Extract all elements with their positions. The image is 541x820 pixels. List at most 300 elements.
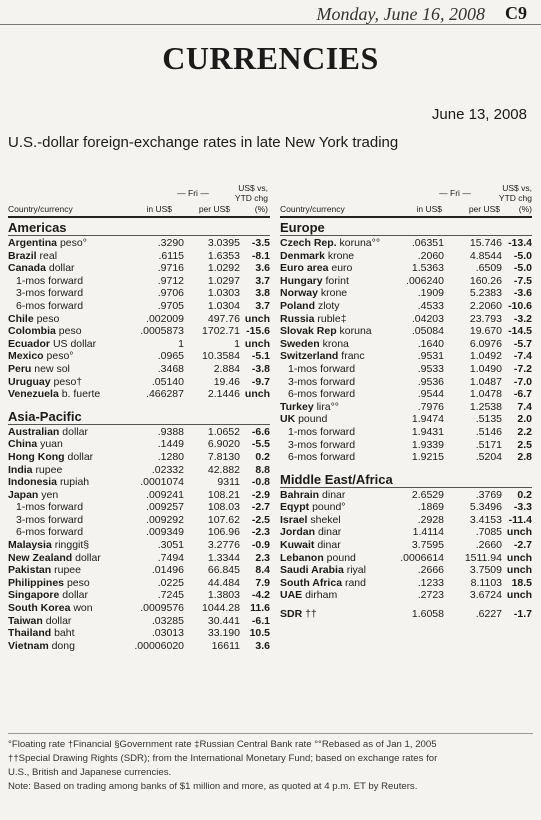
row-name bbox=[8, 552, 126, 565]
footnotes bbox=[8, 733, 533, 794]
rate-in-usd: .1909 bbox=[417, 287, 444, 300]
rate-per-usd: .5171 bbox=[475, 438, 502, 451]
ytd-change: 2.0 bbox=[517, 413, 532, 426]
ytd-change: 2.3 bbox=[255, 551, 270, 564]
currency-name: dinar bbox=[317, 539, 341, 552]
row-name bbox=[280, 439, 392, 452]
row-name bbox=[8, 275, 126, 288]
rate-per-usd: 1.0478 bbox=[469, 388, 502, 401]
rate-in-usd: .1280 bbox=[157, 450, 184, 463]
rate-in-usd: .9716 bbox=[157, 262, 184, 275]
table-row bbox=[280, 501, 532, 514]
right-column bbox=[280, 166, 532, 621]
table-row bbox=[280, 608, 532, 621]
rate-per-usd: 3.7509 bbox=[469, 564, 502, 577]
ytd-change: 0.2 bbox=[517, 488, 532, 501]
masthead-date: Monday, June 16, 2008 bbox=[316, 4, 485, 24]
currency-name: pound° bbox=[312, 501, 346, 514]
row-name bbox=[8, 615, 126, 628]
rate-in-usd: .1869 bbox=[417, 501, 444, 514]
currency-name: 6-mos forward bbox=[16, 526, 84, 539]
country-name: China bbox=[8, 438, 38, 451]
table-row bbox=[8, 552, 270, 565]
currency-name: peso° bbox=[59, 237, 87, 249]
rate-in-usd: 1.9215 bbox=[411, 451, 444, 464]
currency-name: rupee bbox=[54, 564, 81, 577]
section-spacer bbox=[8, 401, 270, 407]
ytd-change: -0.8 bbox=[251, 476, 270, 489]
currency-name: †† bbox=[305, 608, 317, 621]
rate-in-usd: .0005873 bbox=[140, 325, 184, 338]
table-row bbox=[8, 564, 270, 577]
row-name bbox=[8, 501, 126, 514]
rate-in-usd: 1.4114 bbox=[412, 526, 444, 539]
row-name bbox=[280, 376, 392, 389]
rate-in-usd: .466287 bbox=[146, 388, 184, 401]
currency-name: peso bbox=[58, 325, 82, 338]
table-row bbox=[8, 250, 270, 263]
row-name bbox=[8, 313, 126, 326]
ytd-change: -4.2 bbox=[251, 589, 270, 602]
ytd-change: 8.4 bbox=[255, 564, 270, 577]
rate-per-usd: 42.882 bbox=[207, 463, 240, 476]
currency-name: yen bbox=[41, 488, 59, 501]
rate-in-usd: .1640 bbox=[417, 337, 444, 350]
country-name: Chile bbox=[8, 312, 34, 325]
table-row bbox=[8, 338, 270, 351]
currency-name: ruble‡ bbox=[317, 312, 347, 325]
ytd-change: -2.3 bbox=[251, 526, 270, 539]
header-pct: (%) bbox=[518, 204, 532, 214]
country-name: Sweden bbox=[280, 337, 320, 350]
ytd-change: 0.2 bbox=[255, 450, 270, 463]
row-name bbox=[8, 577, 126, 590]
rate-per-usd: 6.0976 bbox=[469, 337, 502, 350]
rate-per-usd: 7.8130 bbox=[207, 450, 240, 463]
country-name: Singapore bbox=[8, 589, 60, 602]
rate-per-usd: 6.9020 bbox=[207, 438, 240, 451]
rate-per-usd: 2.884 bbox=[213, 362, 240, 375]
country-name: Australian bbox=[8, 425, 60, 438]
row-name bbox=[280, 250, 392, 263]
ytd-change: -9.7 bbox=[251, 375, 270, 388]
table-row bbox=[280, 489, 532, 502]
currency-name: lira°° bbox=[316, 400, 339, 413]
row-name bbox=[280, 489, 392, 502]
rate-in-usd: .0009576 bbox=[140, 602, 184, 615]
table-row bbox=[8, 602, 270, 615]
rate-per-usd: 160.26 bbox=[469, 274, 502, 287]
rate-in-usd: .7494 bbox=[157, 551, 184, 564]
table-row bbox=[280, 262, 532, 275]
ytd-change: -2.7 bbox=[251, 501, 270, 514]
currency-name: dinar bbox=[322, 488, 346, 501]
table-row bbox=[8, 350, 270, 363]
currency-name: shekel bbox=[310, 513, 341, 526]
currency-name: 6-mos forward bbox=[16, 299, 84, 312]
rate-in-usd: 1.9431 bbox=[411, 425, 444, 438]
currency-name: rupee bbox=[35, 463, 63, 476]
rate-per-usd: 2.1446 bbox=[207, 388, 240, 401]
ytd-change: -7.5 bbox=[513, 274, 532, 287]
row-name bbox=[280, 325, 392, 338]
table-row bbox=[280, 237, 532, 250]
country-name: Malaysia bbox=[8, 539, 52, 552]
country-name: Taiwan bbox=[8, 614, 43, 627]
rate-per-usd: .7085 bbox=[475, 526, 502, 539]
row-name bbox=[280, 526, 392, 539]
rate-per-usd: .6227 bbox=[475, 608, 502, 621]
currency-name: 6-mos forward bbox=[288, 451, 356, 464]
table-row bbox=[280, 350, 532, 363]
rate-per-usd: 1.0304 bbox=[207, 299, 240, 312]
rate-per-usd: .6509 bbox=[475, 262, 502, 275]
country-name: SDR bbox=[280, 608, 303, 621]
ytd-change: -2.9 bbox=[251, 488, 270, 501]
header-in-us: in US$ bbox=[416, 204, 442, 214]
row-name bbox=[8, 602, 126, 615]
ytd-change: 3.7 bbox=[255, 274, 270, 287]
row-name bbox=[280, 262, 392, 275]
as-of-date: June 13, 2008 bbox=[431, 106, 527, 123]
row-name bbox=[8, 564, 126, 577]
ytd-change: 7.4 bbox=[517, 400, 532, 413]
currency-name: dollar bbox=[45, 614, 72, 627]
left-table-body bbox=[8, 221, 270, 652]
table-row bbox=[280, 313, 532, 326]
ytd-change: -5.7 bbox=[513, 337, 532, 350]
ytd-change: -11.4 bbox=[508, 513, 532, 526]
row-name bbox=[280, 539, 392, 552]
currency-name: zloty bbox=[317, 299, 340, 312]
ytd-change: 3.8 bbox=[255, 287, 270, 300]
rate-in-usd: .05140 bbox=[151, 375, 184, 388]
rate-in-usd: .009257 bbox=[146, 501, 184, 514]
table-row bbox=[280, 514, 532, 527]
currency-name: dollar bbox=[62, 425, 88, 438]
table-row bbox=[280, 325, 532, 338]
currency-name: dong bbox=[51, 639, 75, 652]
section-heading: Asia-Pacific bbox=[8, 410, 270, 425]
currency-name: 1-mos forward bbox=[16, 501, 84, 514]
header-country: Country/currency bbox=[280, 204, 345, 214]
table-row bbox=[8, 451, 270, 464]
rate-in-usd: .03285 bbox=[151, 614, 184, 627]
table-row bbox=[280, 388, 532, 401]
table-row bbox=[280, 275, 532, 288]
rate-per-usd: 30.441 bbox=[207, 614, 240, 627]
ytd-change: -0.9 bbox=[251, 539, 270, 552]
rate-in-usd: .0001074 bbox=[140, 476, 184, 489]
left-column bbox=[8, 166, 270, 652]
currency-name: real bbox=[39, 249, 58, 262]
country-name: South Korea bbox=[8, 602, 71, 615]
rate-in-usd: .0225 bbox=[157, 576, 184, 589]
rate-per-usd: 106.96 bbox=[207, 526, 240, 539]
currency-name: 1-mos forward bbox=[288, 362, 356, 375]
currency-name: koruna bbox=[339, 325, 372, 338]
rate-in-usd: .2928 bbox=[417, 513, 444, 526]
ytd-change: unch bbox=[244, 388, 270, 401]
table-row bbox=[8, 426, 270, 439]
table-row bbox=[8, 300, 270, 313]
currency-name: US dollar bbox=[52, 337, 97, 350]
country-name: Hong Kong bbox=[8, 450, 65, 463]
rate-per-usd: 3.4153 bbox=[469, 513, 502, 526]
country-name: Japan bbox=[8, 488, 39, 501]
ytd-change: 3.6 bbox=[255, 639, 270, 652]
country-name: Colombia bbox=[8, 325, 56, 338]
header-fri: — Fri — bbox=[177, 188, 209, 198]
table-row bbox=[280, 552, 532, 565]
rate-in-usd: 2.6529 bbox=[411, 488, 444, 501]
table-row bbox=[8, 489, 270, 502]
table-row bbox=[280, 526, 532, 539]
country-name: Indonesia bbox=[8, 476, 58, 489]
currency-name: krone bbox=[320, 287, 348, 300]
header-in-us: in US$ bbox=[146, 204, 172, 214]
rate-in-usd: .9706 bbox=[157, 287, 184, 300]
row-name bbox=[280, 313, 392, 326]
row-name bbox=[8, 464, 126, 477]
table-row bbox=[8, 627, 270, 640]
rate-in-usd: .06351 bbox=[411, 237, 444, 249]
rate-in-usd: .9533 bbox=[417, 362, 444, 375]
table-row bbox=[8, 501, 270, 514]
currency-name: riyal bbox=[346, 564, 366, 577]
rate-per-usd: 2.2060 bbox=[469, 299, 502, 312]
footnote-line: °Floating rate †Financial §Government rate ‡Russian Central Bank rate °°Rebased as of Jan 1, 2005 bbox=[8, 739, 437, 750]
ytd-change: -5.5 bbox=[251, 438, 270, 451]
currency-name: dirham bbox=[305, 589, 338, 602]
rate-in-usd: .009349 bbox=[146, 526, 184, 539]
footnote-line: U.S., British and Japanese currencies. bbox=[8, 767, 172, 778]
rate-per-usd: 1.0490 bbox=[469, 362, 502, 375]
table-row bbox=[8, 464, 270, 477]
table-row bbox=[280, 451, 532, 464]
row-name bbox=[8, 325, 126, 338]
rate-in-usd: .009292 bbox=[146, 513, 184, 526]
country-name: South Africa bbox=[280, 576, 343, 589]
country-name: Slovak Rep bbox=[280, 325, 337, 338]
country-name: Denmark bbox=[280, 249, 325, 262]
ytd-change: 7.9 bbox=[255, 576, 270, 589]
rate-per-usd: 1 bbox=[234, 337, 240, 350]
rate-per-usd: 1.3344 bbox=[207, 551, 240, 564]
ytd-change: -3.3 bbox=[513, 501, 532, 514]
country-name: Peru bbox=[8, 362, 32, 375]
rate-in-usd: .9531 bbox=[417, 350, 444, 363]
table-row bbox=[8, 539, 270, 552]
rate-per-usd: .5146 bbox=[475, 425, 502, 438]
country-name: Venezuela bbox=[8, 388, 59, 401]
rate-per-usd: 66.845 bbox=[207, 564, 240, 577]
page-number: C9 bbox=[505, 3, 527, 23]
ytd-change: 2.8 bbox=[517, 451, 532, 464]
row-name bbox=[280, 338, 392, 351]
rate-in-usd: .0006614 bbox=[400, 551, 444, 564]
currency-name: 3-mos forward bbox=[16, 513, 84, 526]
rate-in-usd: .2666 bbox=[417, 564, 444, 577]
row-name bbox=[8, 338, 126, 351]
rate-in-usd: .0965 bbox=[157, 350, 184, 363]
row-name bbox=[280, 608, 392, 621]
rate-per-usd: .3769 bbox=[475, 488, 502, 501]
rate-per-usd: 1511.94 bbox=[464, 551, 502, 564]
currency-name: won bbox=[73, 602, 93, 615]
rate-per-usd: 1.0292 bbox=[207, 262, 240, 275]
table-row bbox=[280, 589, 532, 602]
row-name bbox=[8, 589, 126, 602]
row-name bbox=[8, 376, 126, 389]
country-name: Euro area bbox=[280, 262, 329, 275]
currency-name: peso° bbox=[46, 350, 74, 363]
row-name bbox=[280, 413, 392, 426]
row-name bbox=[8, 451, 126, 464]
header-ytd: US$ vs, YTD chg bbox=[498, 183, 532, 203]
ytd-change: -7.4 bbox=[513, 350, 532, 363]
currency-name: rand bbox=[344, 576, 366, 589]
rate-in-usd: .009241 bbox=[146, 488, 184, 501]
rate-in-usd: .9705 bbox=[157, 299, 184, 312]
currency-name: 3-mos forward bbox=[288, 375, 356, 388]
rate-in-usd: .3468 bbox=[157, 362, 184, 375]
ytd-change: -14.5 bbox=[508, 325, 532, 338]
rate-in-usd: 1.6058 bbox=[411, 608, 444, 621]
table-row bbox=[8, 388, 270, 401]
country-name: Turkey bbox=[280, 400, 314, 413]
row-name bbox=[8, 514, 126, 527]
ytd-change: 11.6 bbox=[250, 602, 270, 615]
section-heading: Middle East/Africa bbox=[280, 473, 532, 488]
ytd-change: 10.5 bbox=[249, 627, 270, 640]
rate-per-usd: 1.0652 bbox=[207, 425, 240, 438]
country-name: Jordan bbox=[280, 526, 316, 539]
section-heading: Americas bbox=[8, 221, 270, 236]
row-name bbox=[8, 237, 126, 250]
ytd-change: -3.6 bbox=[513, 287, 532, 300]
currency-name: forint bbox=[325, 274, 349, 287]
row-name bbox=[8, 350, 126, 363]
table-row bbox=[8, 640, 270, 653]
currency-name: krona bbox=[322, 337, 349, 350]
rate-in-usd: .006240 bbox=[406, 274, 444, 287]
rate-per-usd: 33.190 bbox=[207, 627, 240, 640]
table-subtitle: U.S.-dollar foreign-exchange rates in late New York trading bbox=[8, 134, 399, 151]
row-name bbox=[280, 401, 392, 414]
header-pct: (%) bbox=[254, 204, 268, 214]
rate-in-usd: .7976 bbox=[417, 400, 444, 413]
country-name: Philippines bbox=[8, 576, 65, 589]
rate-in-usd: .4533 bbox=[417, 299, 444, 312]
rate-in-usd: .9536 bbox=[417, 375, 444, 388]
rate-in-usd: 3.7595 bbox=[411, 539, 444, 552]
country-name: Switzerland bbox=[280, 350, 339, 363]
ytd-change: -1.7 bbox=[513, 608, 532, 621]
rate-per-usd: 108.03 bbox=[207, 501, 240, 514]
row-name bbox=[8, 539, 126, 552]
ytd-change: 2.5 bbox=[517, 438, 532, 451]
row-name bbox=[280, 300, 392, 313]
table-row bbox=[280, 439, 532, 452]
rate-per-usd: 1.0487 bbox=[469, 375, 502, 388]
ytd-change: unch bbox=[244, 337, 270, 350]
currency-name: dollar bbox=[62, 589, 88, 602]
row-name bbox=[280, 350, 392, 363]
rate-in-usd: .7245 bbox=[157, 589, 184, 602]
row-name bbox=[8, 300, 126, 313]
table-row bbox=[280, 564, 532, 577]
rate-per-usd: 44.484 bbox=[207, 576, 240, 589]
rate-per-usd: 1.0303 bbox=[207, 287, 240, 300]
country-name: Israel bbox=[280, 513, 308, 526]
rate-per-usd: 1.2538 bbox=[469, 400, 502, 413]
country-name: New Zealand bbox=[8, 551, 73, 564]
rate-in-usd: 1.9339 bbox=[411, 438, 444, 451]
table-row bbox=[280, 338, 532, 351]
table-row bbox=[8, 237, 270, 250]
country-name: Mexico bbox=[8, 350, 44, 363]
row-name bbox=[8, 287, 126, 300]
ytd-change: 2.2 bbox=[517, 425, 532, 438]
country-name: Norway bbox=[280, 287, 318, 300]
row-name bbox=[8, 250, 126, 263]
ytd-change: -7.0 bbox=[513, 375, 532, 388]
country-name: Brazil bbox=[8, 249, 37, 262]
country-name: Czech Rep. bbox=[280, 237, 337, 249]
page-title: CURRENCIES bbox=[162, 40, 379, 76]
country-name: Kuwait bbox=[280, 539, 315, 552]
ytd-change: -3.2 bbox=[513, 312, 532, 325]
currency-name: 1-mos forward bbox=[16, 274, 84, 287]
rate-per-usd: 3.2776 bbox=[207, 539, 240, 552]
ytd-change: -7.2 bbox=[513, 362, 532, 375]
currency-name: dinar bbox=[317, 526, 342, 539]
rate-in-usd: .2060 bbox=[417, 249, 444, 262]
table-row bbox=[8, 363, 270, 376]
country-name: Russia bbox=[280, 312, 315, 325]
rate-in-usd: .002009 bbox=[146, 312, 184, 325]
section-heading: Europe bbox=[280, 221, 532, 236]
header-per-us: per US$ bbox=[468, 204, 500, 214]
rate-per-usd: 23.793 bbox=[469, 312, 502, 325]
table-row bbox=[280, 413, 532, 426]
currency-name: krone bbox=[327, 249, 355, 262]
ytd-change: 3.7 bbox=[255, 299, 270, 312]
ytd-change: -15.6 bbox=[246, 325, 270, 338]
rate-per-usd: 8.1103 bbox=[470, 576, 502, 589]
rate-in-usd: .1449 bbox=[157, 438, 184, 451]
country-name: Thailand bbox=[8, 627, 52, 640]
rate-per-usd: 19.46 bbox=[213, 375, 240, 388]
currency-name: pound bbox=[298, 413, 328, 426]
row-name bbox=[8, 426, 126, 439]
rate-in-usd: 1.9474 bbox=[411, 413, 444, 426]
country-name: Vietnam bbox=[8, 639, 49, 652]
rate-per-usd: 1.0297 bbox=[207, 274, 240, 287]
ytd-change: -6.1 bbox=[251, 614, 270, 627]
row-name bbox=[280, 426, 392, 439]
rate-per-usd: .2660 bbox=[475, 539, 502, 552]
country-name: Bahrain bbox=[280, 488, 320, 501]
rate-in-usd: .01496 bbox=[151, 564, 184, 577]
ytd-change: -3.5 bbox=[251, 237, 270, 249]
table-row bbox=[8, 577, 270, 590]
footnote-line: ††Special Drawing Rights (SDR); from the International Monetary Fund; based on exchange rates for bbox=[8, 753, 438, 764]
ytd-change: -6.7 bbox=[513, 388, 532, 401]
row-name bbox=[280, 287, 392, 300]
table-row bbox=[280, 577, 532, 590]
